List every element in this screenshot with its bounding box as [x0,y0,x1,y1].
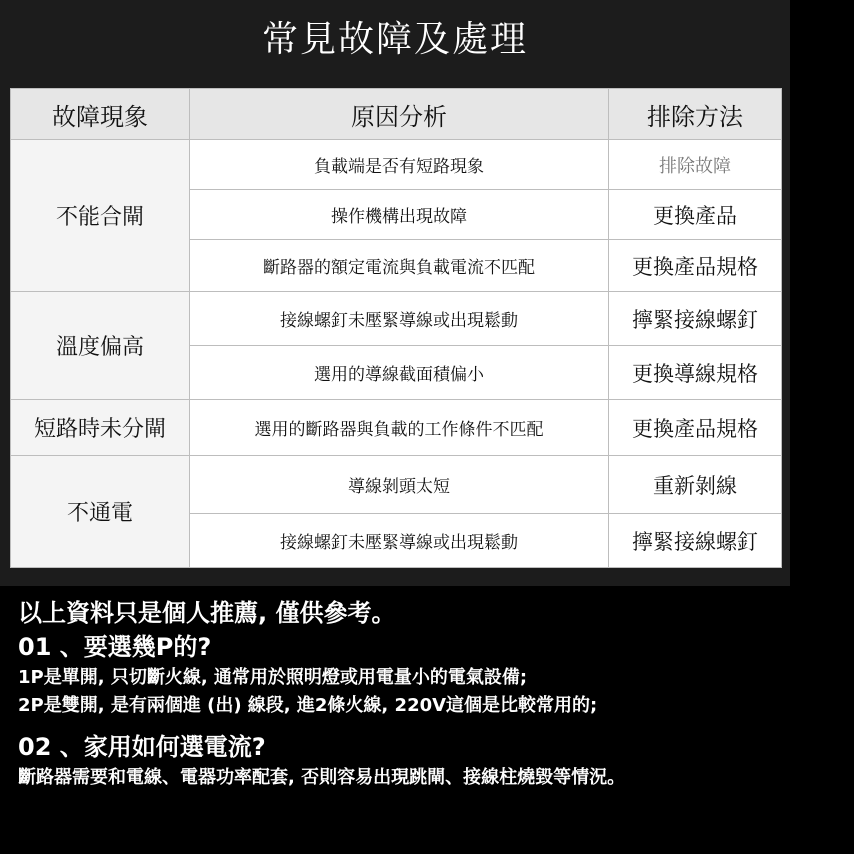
cause-cell: 接線螺釘未壓緊導線或出現鬆動 [190,514,609,568]
page-title: 常見故障及處理 [261,19,528,60]
cause-cell: 接線螺釘未壓緊導線或出現鬆動 [190,292,609,346]
phenomenon-cell: 短路時未分閘 [11,400,190,456]
question-2-line-1: 斷路器需要和電線、電器功率配套, 否則容易出現跳閘、接線柱燒毀等情況。 [18,767,626,788]
phenomenon-cell: 不能合閘 [11,140,190,292]
table-row [11,292,782,346]
solution-cell: 擰緊接線螺釘 [609,514,782,568]
solution-cell: 擰緊接線螺釘 [609,292,782,346]
solution-cell: 排除故障 [609,140,782,190]
notes-section [18,596,848,792]
spacer [18,720,848,730]
solution-cell: 更換產品規格 [609,400,782,456]
table-row [11,456,782,514]
header-solution: 排除方法 [609,89,782,140]
table-header-row [11,89,782,140]
question-2-title: 02 、家用如何選電流? [18,733,266,761]
question-1-line-1: 1P是單開, 只切斷火線, 通常用於照明燈或用電量小的電氣設備; [18,667,528,688]
phenomenon-cell: 溫度偏高 [11,292,190,400]
table-row [11,400,782,456]
solution-cell: 更換導線規格 [609,346,782,400]
cause-cell: 負載端是否有短路現象 [190,140,609,190]
table-row [11,140,782,190]
disclaimer-text: 以上資料只是個人推薦, 僅供參考。 [18,599,396,627]
phenomenon-cell: 不通電 [11,456,190,568]
cause-cell: 導線剝頭太短 [190,456,609,514]
cause-cell: 斷路器的額定電流與負載電流不匹配 [190,240,609,292]
question-1-line-2: 2P是雙開, 是有兩個進 (出) 線段, 進2條火線, 220V這個是比較常用的; [18,695,598,716]
solution-cell: 重新剝線 [609,456,782,514]
header-phenomenon: 故障現象 [11,89,190,140]
header-cause: 原因分析 [190,89,609,140]
solution-cell: 更換產品規格 [609,240,782,292]
fault-table [10,88,782,568]
question-1-title: 01 、要選幾P的? [18,633,212,661]
solution-cell: 更換產品 [609,190,782,240]
cause-cell: 選用的導線截面積偏小 [190,346,609,400]
cause-cell: 選用的斷路器與負載的工作條件不匹配 [190,400,609,456]
cause-cell: 操作機構出現故障 [190,190,609,240]
